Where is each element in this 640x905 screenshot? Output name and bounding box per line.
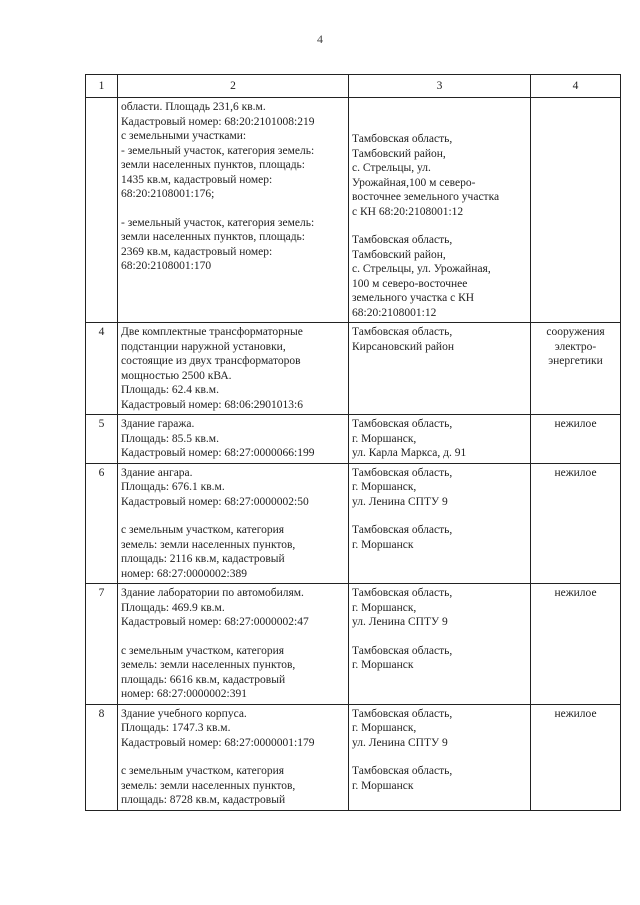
table-row xyxy=(86,415,621,464)
table-row xyxy=(86,98,621,323)
description-block: Здание ангара. Площадь: 676.1 кв.м. Кадастровый номер: 68:27:0000002:50 xyxy=(121,466,309,508)
object-purpose xyxy=(531,704,621,810)
object-purpose xyxy=(531,323,621,415)
address-block: Тамбовская область, г. Моршанск, ул. Ленина СПТУ 9 xyxy=(352,707,453,749)
row-number: 5 xyxy=(86,415,118,464)
object-description xyxy=(118,323,349,415)
column-header-description: 2 xyxy=(118,75,349,98)
object-description xyxy=(118,98,349,323)
description-block: области. Площадь 231,6 кв.м. Кадастровый номер: 68:20:2101008:219 с земельными участками: - земельный участок, категория земель: земли населенных пунктов, площадь: 1435 кв.м, кадастровый номер: 68:20:2108001:176; xyxy=(121,101,315,200)
row-number: 7 xyxy=(86,584,118,705)
object-address xyxy=(349,463,531,584)
column-header-address: 3 xyxy=(349,75,531,98)
description-block: Здание учебного корпуса. Площадь: 1747.3 кв.м. Кадастровый номер: 68:27:0000001:179 xyxy=(121,707,315,749)
table-row xyxy=(86,463,621,584)
object-purpose xyxy=(531,463,621,584)
table-row xyxy=(86,323,621,415)
object-description xyxy=(118,584,349,705)
object-description xyxy=(118,463,349,584)
description-block: с земельным участком, категория земель: земли населенных пунктов, площадь: 8728 кв.м, кадастровый xyxy=(121,765,296,806)
object-description xyxy=(118,704,349,810)
address-block: Тамбовская область, г. Моршанск, ул. Карла Маркса, д. 91 xyxy=(352,418,467,459)
object-description xyxy=(118,415,349,464)
object-purpose xyxy=(531,98,621,323)
object-address xyxy=(349,98,531,323)
description-block: Здание гаража. Площадь: 85.5 кв.м. Кадастровый номер: 68:27:0000066:199 xyxy=(121,418,315,459)
purpose-text: нежилое xyxy=(554,587,597,599)
address-block: Тамбовская область, Тамбовский район, с. Стрельцы, ул. Урожайная, 100 м северо-восточнее земельного участка с КН 68:20:2108001:12 xyxy=(352,234,491,319)
address-block: Тамбовская область, г. Моршанск xyxy=(352,765,453,792)
page-number: 4 xyxy=(317,32,323,46)
description-block: - земельный участок, категория земель: земли населенных пунктов, площадь: 2369 кв.м, кадастровый номер: 68:20:2108001:170 xyxy=(121,216,315,272)
row-number: 8 xyxy=(86,704,118,810)
purpose-text: нежилое xyxy=(554,707,597,720)
row-number: 6 xyxy=(86,463,118,584)
property-table xyxy=(85,74,621,811)
table-header-row xyxy=(86,75,621,98)
column-header-purpose: 4 xyxy=(531,75,621,98)
address-block: Тамбовская область, г. Моршанск xyxy=(352,644,453,671)
object-purpose xyxy=(531,415,621,464)
column-header-number: 1 xyxy=(86,75,118,98)
description-block: Здание лаборатории по автомобилям. Площадь: 469.9 кв.м. Кадастровый номер: 68:27:0000002:47 xyxy=(121,587,309,628)
purpose-text: нежилое xyxy=(554,418,597,430)
object-address xyxy=(349,323,531,415)
description-block: Две комплектные трансформаторные подстанции наружной установки, состоящие из двух трансформаторов мощностью 2500 кВА. Площадь: 62.4 кв.м. Кадастровый номер: 68:06:2901013:6 xyxy=(121,326,304,411)
object-address xyxy=(349,415,531,464)
address-block: Тамбовская область, г. Моршанск, ул. Ленина СПТУ 9 xyxy=(352,587,453,628)
table-row xyxy=(86,584,621,705)
address-block: Тамбовская область, г. Моршанск xyxy=(352,524,453,551)
object-purpose xyxy=(531,584,621,705)
object-address xyxy=(349,704,531,810)
purpose-text: сооружения электро- энергетики xyxy=(546,326,605,367)
row-number xyxy=(86,98,118,323)
description-block: с земельным участком, категория земель: земли населенных пунктов, площадь: 2116 кв.м, кадастровый номер: 68:27:0000002:389 xyxy=(121,524,296,580)
purpose-text: нежилое xyxy=(554,466,597,479)
address-block: Тамбовская область, г. Моршанск, ул. Ленина СПТУ 9 xyxy=(352,466,453,508)
description-block: с земельным участком, категория земель: земли населенных пунктов, площадь: 6616 кв.м, кадастровый номер: 68:27:0000002:391 xyxy=(121,644,296,700)
object-address xyxy=(349,584,531,705)
address-block: Тамбовская область, Кирсановский район xyxy=(352,326,454,353)
table-row xyxy=(86,704,621,810)
row-number: 4 xyxy=(86,323,118,415)
address-block: Тамбовская область, Тамбовский район, с. Стрельцы, ул. Урожайная,100 м северо- восточнее земельного участка с КН 68:20:2108001:12 xyxy=(352,133,500,218)
